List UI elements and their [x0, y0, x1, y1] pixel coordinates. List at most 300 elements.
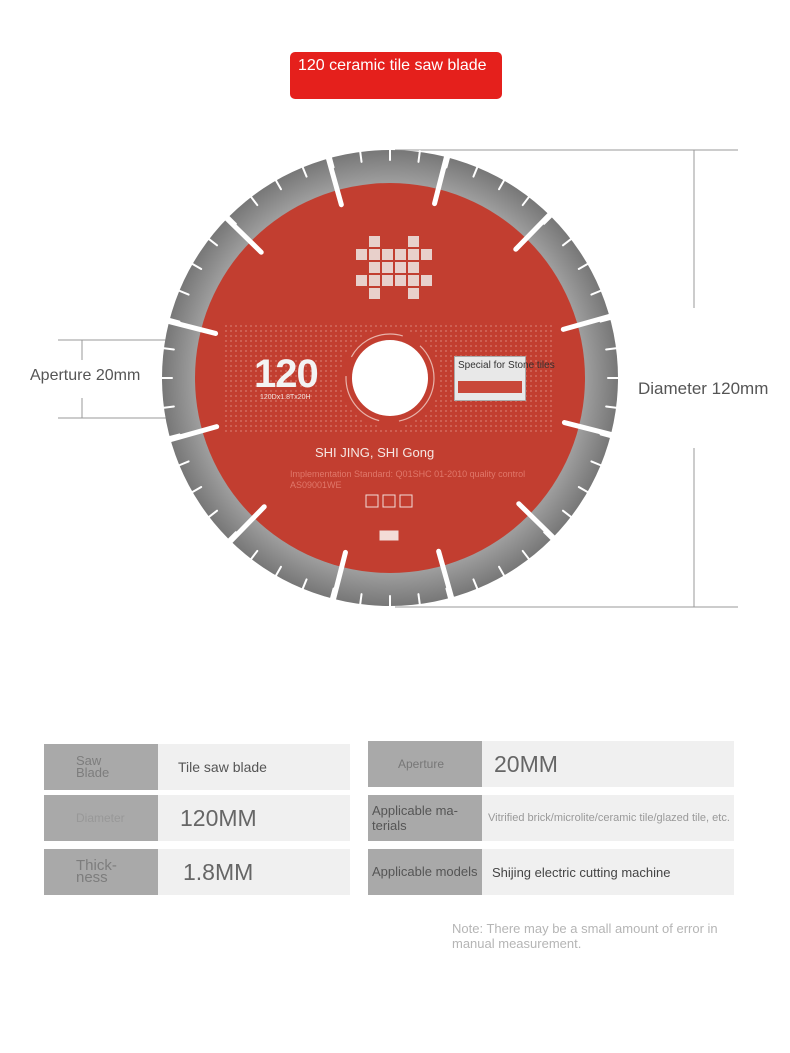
- pattern-dot: [550, 375, 552, 377]
- pattern-dot: [440, 325, 442, 327]
- pattern-dot: [480, 335, 482, 337]
- pattern-dot: [440, 335, 442, 337]
- pattern-dot: [300, 410, 302, 412]
- pattern-dot: [520, 410, 522, 412]
- pattern-dot: [305, 410, 307, 412]
- pattern-dot: [545, 385, 547, 387]
- pattern-dot: [480, 330, 482, 332]
- pattern-dot: [410, 430, 412, 432]
- pattern-dot: [405, 430, 407, 432]
- pattern-dot: [235, 385, 237, 387]
- pattern-dot: [260, 340, 262, 342]
- blade-size-number: 120: [254, 352, 318, 396]
- pattern-dot: [340, 325, 342, 327]
- pattern-dot: [520, 335, 522, 337]
- pattern-dot: [515, 425, 517, 427]
- pattern-dot: [525, 330, 527, 332]
- pattern-dot: [275, 335, 277, 337]
- pattern-dot: [535, 350, 537, 352]
- pattern-dot: [330, 350, 332, 352]
- pattern-dot: [520, 425, 522, 427]
- pattern-dot: [475, 330, 477, 332]
- pattern-dot: [310, 330, 312, 332]
- blade-sticker-bar: [458, 381, 522, 393]
- pattern-dot: [320, 405, 322, 407]
- pattern-dot: [385, 325, 387, 327]
- pattern-dot: [545, 355, 547, 357]
- pattern-dot: [465, 415, 467, 417]
- pattern-dot: [450, 410, 452, 412]
- pattern-dot: [350, 335, 352, 337]
- pattern-dot: [375, 425, 377, 427]
- pattern-dot: [225, 350, 227, 352]
- pattern-dot: [545, 345, 547, 347]
- pattern-dot: [455, 420, 457, 422]
- pattern-dot: [515, 330, 517, 332]
- pattern-dot: [245, 385, 247, 387]
- pattern-dot: [275, 410, 277, 412]
- pattern-dot: [445, 340, 447, 342]
- pattern-dot: [450, 425, 452, 427]
- pattern-dot: [295, 330, 297, 332]
- pattern-dot: [255, 415, 257, 417]
- pattern-dot: [255, 410, 257, 412]
- pattern-dot: [345, 350, 347, 352]
- pattern-dot: [355, 430, 357, 432]
- pattern-dot: [450, 390, 452, 392]
- pattern-dot: [300, 425, 302, 427]
- pattern-dot: [465, 405, 467, 407]
- pattern-dot: [235, 330, 237, 332]
- pattern-dot: [455, 335, 457, 337]
- pattern-dot: [280, 425, 282, 427]
- rim-notch: [418, 594, 419, 605]
- pattern-dot: [325, 340, 327, 342]
- pattern-dot: [340, 395, 342, 397]
- pattern-dot: [540, 385, 542, 387]
- pattern-dot: [470, 430, 472, 432]
- pattern-dot: [520, 420, 522, 422]
- pattern-dot: [325, 420, 327, 422]
- pattern-dot: [315, 335, 317, 337]
- pattern-dot: [490, 340, 492, 342]
- pattern-dot: [345, 415, 347, 417]
- pattern-dot: [530, 345, 532, 347]
- pattern-dot: [520, 430, 522, 432]
- pattern-dot: [490, 405, 492, 407]
- pattern-dot: [270, 410, 272, 412]
- pattern-dot: [430, 425, 432, 427]
- pattern-dot: [345, 345, 347, 347]
- pattern-dot: [515, 350, 517, 352]
- pattern-dot: [305, 420, 307, 422]
- pattern-dot: [540, 400, 542, 402]
- pattern-dot: [485, 350, 487, 352]
- pattern-dot: [330, 425, 332, 427]
- pattern-dot: [350, 410, 352, 412]
- pattern-dot: [395, 325, 397, 327]
- pattern-dot: [545, 410, 547, 412]
- pattern-dot: [225, 370, 227, 372]
- pattern-dot: [490, 420, 492, 422]
- pattern-dot: [420, 330, 422, 332]
- pattern-dot: [460, 425, 462, 427]
- pattern-dot: [440, 425, 442, 427]
- pattern-dot: [550, 390, 552, 392]
- pattern-dot: [230, 430, 232, 432]
- pattern-dot: [460, 345, 462, 347]
- pattern-dot: [320, 410, 322, 412]
- pattern-dot: [235, 355, 237, 357]
- pattern-dot: [420, 420, 422, 422]
- pattern-dot: [310, 405, 312, 407]
- pattern-dot: [480, 420, 482, 422]
- pattern-dot: [275, 345, 277, 347]
- pattern-dot: [505, 425, 507, 427]
- pattern-dot: [435, 350, 437, 352]
- pattern-dot: [320, 390, 322, 392]
- pattern-dot: [545, 395, 547, 397]
- spec-label-materials: Applicable ma-terials: [368, 795, 482, 841]
- pattern-dot: [305, 340, 307, 342]
- pattern-dot: [440, 365, 442, 367]
- pattern-dot: [530, 420, 532, 422]
- pattern-dot: [465, 425, 467, 427]
- spec-value-saw-blade: Tile saw blade: [158, 744, 350, 790]
- pattern-dot: [235, 395, 237, 397]
- pattern-dot: [325, 415, 327, 417]
- pattern-dot: [430, 430, 432, 432]
- pattern-dot: [450, 325, 452, 327]
- pattern-dot: [440, 385, 442, 387]
- pattern-dot: [315, 420, 317, 422]
- pattern-dot: [305, 405, 307, 407]
- pattern-dot: [235, 420, 237, 422]
- pattern-dot: [270, 340, 272, 342]
- pattern-dot: [245, 395, 247, 397]
- pattern-dot: [470, 340, 472, 342]
- pattern-dot: [230, 380, 232, 382]
- pattern-dot: [520, 340, 522, 342]
- pattern-dot: [400, 325, 402, 327]
- pattern-dot: [290, 415, 292, 417]
- rim-notch: [360, 151, 361, 162]
- pattern-dot: [265, 410, 267, 412]
- pattern-dot: [250, 340, 252, 342]
- pattern-dot: [510, 405, 512, 407]
- pattern-dot: [465, 330, 467, 332]
- blade-brand-text: SHI JING, SHI Gong: [315, 445, 435, 460]
- pattern-dot: [460, 325, 462, 327]
- pattern-dot: [235, 360, 237, 362]
- pattern-dot: [230, 415, 232, 417]
- pattern-dot: [485, 410, 487, 412]
- pattern-dot: [335, 405, 337, 407]
- pattern-dot: [505, 415, 507, 417]
- pattern-dot: [390, 430, 392, 432]
- pattern-dot: [300, 420, 302, 422]
- pattern-dot: [525, 335, 527, 337]
- pattern-dot: [505, 345, 507, 347]
- pattern-dot: [300, 335, 302, 337]
- spec-label-diameter: Diameter: [44, 795, 158, 841]
- pattern-dot: [540, 405, 542, 407]
- pattern-dot: [230, 395, 232, 397]
- pattern-dot: [430, 410, 432, 412]
- pattern-dot: [540, 430, 542, 432]
- pattern-dot: [530, 350, 532, 352]
- pattern-dot: [530, 325, 532, 327]
- pattern-dot: [230, 365, 232, 367]
- pattern-dot: [450, 405, 452, 407]
- pattern-dot: [530, 430, 532, 432]
- pattern-dot: [280, 335, 282, 337]
- pattern-dot: [470, 350, 472, 352]
- pattern-dot: [545, 415, 547, 417]
- pattern-dot: [480, 425, 482, 427]
- pattern-dot: [255, 335, 257, 337]
- pattern-dot: [460, 420, 462, 422]
- pattern-dot: [445, 335, 447, 337]
- pattern-dot: [435, 405, 437, 407]
- pattern-dot: [445, 345, 447, 347]
- pattern-dot: [325, 400, 327, 402]
- pattern-dot: [270, 325, 272, 327]
- pattern-dot: [445, 350, 447, 352]
- pattern-dot: [285, 330, 287, 332]
- pattern-dot: [245, 380, 247, 382]
- pattern-dot: [525, 425, 527, 427]
- pattern-dot: [450, 395, 452, 397]
- diameter-dimension-label: Diameter 120mm: [638, 379, 769, 398]
- pattern-dot: [240, 355, 242, 357]
- pattern-dot: [320, 415, 322, 417]
- pattern-dot: [480, 405, 482, 407]
- pattern-dot: [240, 375, 242, 377]
- pattern-dot: [330, 420, 332, 422]
- pattern-dot: [515, 410, 517, 412]
- pattern-dot: [495, 415, 497, 417]
- pattern-dot: [240, 405, 242, 407]
- pattern-dot: [550, 345, 552, 347]
- pattern-dot: [245, 330, 247, 332]
- pattern-dot: [380, 430, 382, 432]
- pattern-dot: [520, 345, 522, 347]
- pattern-dot: [230, 410, 232, 412]
- pattern-dot: [285, 335, 287, 337]
- pattern-dot: [445, 390, 447, 392]
- blade-standard-text: Implementation Standard: Q01SHC 01-2010 quality control AS09001WE: [290, 469, 526, 490]
- pattern-dot: [440, 375, 442, 377]
- pattern-dot: [305, 345, 307, 347]
- pattern-dot: [225, 385, 227, 387]
- pattern-dot: [230, 375, 232, 377]
- pattern-dot: [550, 325, 552, 327]
- pattern-dot: [525, 350, 527, 352]
- pattern-dot: [505, 350, 507, 352]
- pattern-dot: [550, 385, 552, 387]
- pattern-dot: [360, 430, 362, 432]
- pattern-dot: [425, 415, 427, 417]
- pattern-dot: [365, 325, 367, 327]
- pattern-dot: [315, 345, 317, 347]
- pattern-dot: [310, 335, 312, 337]
- pattern-dot: [320, 365, 322, 367]
- pattern-dot: [355, 415, 357, 417]
- pattern-dot: [390, 325, 392, 327]
- pattern-dot: [415, 430, 417, 432]
- pattern-dot: [315, 430, 317, 432]
- pattern-dot: [480, 340, 482, 342]
- pattern-dot: [290, 425, 292, 427]
- logo-square: [395, 275, 406, 286]
- pattern-dot: [420, 325, 422, 327]
- pattern-dot: [400, 430, 402, 432]
- pattern-dot: [320, 360, 322, 362]
- pattern-dot: [465, 345, 467, 347]
- pattern-dot: [290, 340, 292, 342]
- pattern-dot: [350, 415, 352, 417]
- pattern-dot: [430, 325, 432, 327]
- pattern-dot: [430, 330, 432, 332]
- pattern-dot: [550, 335, 552, 337]
- pattern-dot: [335, 350, 337, 352]
- pattern-dot: [435, 430, 437, 432]
- pattern-dot: [445, 425, 447, 427]
- pattern-dot: [225, 325, 227, 327]
- pattern-dot: [295, 430, 297, 432]
- pattern-dot: [240, 400, 242, 402]
- pattern-dot: [540, 395, 542, 397]
- pattern-dot: [535, 410, 537, 412]
- pattern-dot: [500, 415, 502, 417]
- pattern-dot: [490, 345, 492, 347]
- pattern-dot: [470, 335, 472, 337]
- pattern-dot: [275, 425, 277, 427]
- pattern-dot: [290, 325, 292, 327]
- pattern-dot: [535, 330, 537, 332]
- pattern-dot: [320, 340, 322, 342]
- pattern-dot: [310, 410, 312, 412]
- pattern-dot: [335, 380, 337, 382]
- pattern-dot: [540, 350, 542, 352]
- pattern-dot: [440, 340, 442, 342]
- pattern-dot: [290, 345, 292, 347]
- pattern-dot: [475, 425, 477, 427]
- pattern-dot: [235, 350, 237, 352]
- pattern-dot: [415, 330, 417, 332]
- pattern-dot: [230, 425, 232, 427]
- rim-notch: [360, 594, 361, 605]
- pattern-dot: [335, 400, 337, 402]
- pattern-dot: [445, 395, 447, 397]
- pattern-dot: [535, 400, 537, 402]
- pattern-dot: [245, 425, 247, 427]
- logo-square: [382, 275, 393, 286]
- pattern-dot: [320, 425, 322, 427]
- pattern-dot: [240, 395, 242, 397]
- pattern-dot: [515, 405, 517, 407]
- pattern-dot: [510, 325, 512, 327]
- pattern-dot: [255, 430, 257, 432]
- pattern-dot: [440, 355, 442, 357]
- aperture-dimension-label: Aperture 20mm: [30, 367, 141, 384]
- pattern-dot: [535, 390, 537, 392]
- pattern-dot: [500, 420, 502, 422]
- pattern-dot: [240, 390, 242, 392]
- pattern-dot: [385, 430, 387, 432]
- pattern-dot: [435, 340, 437, 342]
- pattern-dot: [495, 345, 497, 347]
- pattern-dot: [325, 355, 327, 357]
- pattern-dot: [340, 410, 342, 412]
- pattern-dot: [270, 425, 272, 427]
- pattern-dot: [290, 405, 292, 407]
- pattern-dot: [485, 420, 487, 422]
- pattern-dot: [545, 340, 547, 342]
- pattern-dot: [330, 355, 332, 357]
- pattern-dot: [550, 410, 552, 412]
- pattern-dot: [465, 430, 467, 432]
- pattern-dot: [525, 345, 527, 347]
- pattern-dot: [480, 345, 482, 347]
- spec-label-models: Applicable models: [368, 849, 482, 895]
- pattern-dot: [340, 405, 342, 407]
- arbor-hole: [352, 340, 428, 416]
- pattern-dot: [420, 335, 422, 337]
- pattern-dot: [245, 350, 247, 352]
- pattern-dot: [250, 390, 252, 392]
- pattern-dot: [480, 350, 482, 352]
- pattern-dot: [405, 425, 407, 427]
- pattern-dot: [440, 350, 442, 352]
- pattern-dot: [240, 385, 242, 387]
- pattern-dot: [335, 395, 337, 397]
- pattern-dot: [335, 430, 337, 432]
- pattern-dot: [285, 415, 287, 417]
- pattern-dot: [230, 370, 232, 372]
- pattern-dot: [500, 405, 502, 407]
- pattern-dot: [325, 375, 327, 377]
- pattern-dot: [335, 390, 337, 392]
- pattern-dot: [255, 405, 257, 407]
- pattern-dot: [530, 395, 532, 397]
- pattern-dot: [345, 335, 347, 337]
- pattern-dot: [475, 335, 477, 337]
- logo-square: [421, 275, 432, 286]
- pattern-dot: [340, 420, 342, 422]
- pattern-dot: [430, 415, 432, 417]
- pattern-dot: [460, 330, 462, 332]
- pattern-dot: [265, 425, 267, 427]
- pattern-dot: [240, 325, 242, 327]
- pattern-dot: [500, 340, 502, 342]
- pattern-dot: [335, 375, 337, 377]
- pattern-dot: [465, 335, 467, 337]
- pattern-dot: [255, 330, 257, 332]
- pattern-dot: [510, 430, 512, 432]
- pattern-dot: [285, 340, 287, 342]
- pattern-dot: [330, 340, 332, 342]
- rim-notch: [163, 406, 174, 407]
- pattern-dot: [435, 355, 437, 357]
- pattern-dot: [330, 325, 332, 327]
- pattern-dot: [375, 325, 377, 327]
- pattern-dot: [255, 425, 257, 427]
- pattern-dot: [335, 420, 337, 422]
- pattern-dot: [470, 330, 472, 332]
- pattern-dot: [365, 425, 367, 427]
